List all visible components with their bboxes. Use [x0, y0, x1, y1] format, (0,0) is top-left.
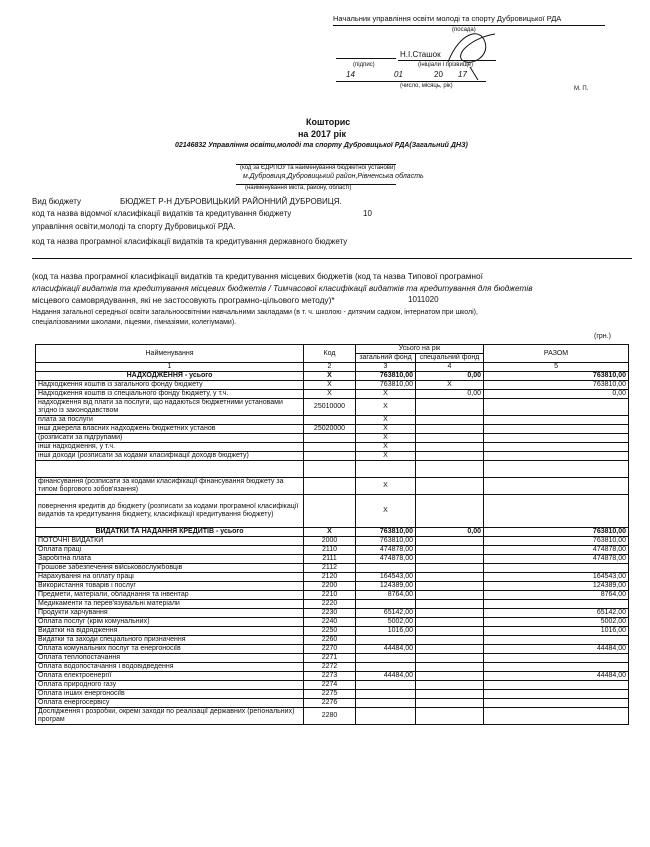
- header-name: Найменування: [36, 345, 304, 363]
- row-total-cell: 164543,00: [484, 573, 629, 582]
- row-name-cell: надходження від плати за послуги, що надаються бюджетними установами згідно із законодавством: [36, 399, 304, 416]
- budget-type-label: Вид бюджету: [32, 197, 82, 206]
- row-special-fund-cell: [416, 564, 484, 573]
- row-code-cell: 2220: [304, 600, 356, 609]
- row-total-cell: [484, 443, 629, 452]
- table-row: [36, 416, 629, 425]
- row-special-fund-cell: [416, 555, 484, 564]
- row-total-cell: [484, 564, 629, 573]
- row-code-cell: 2112: [304, 564, 356, 573]
- row-special-fund-cell: [416, 537, 484, 546]
- row-name-cell: Грошове забезпечення військовослужбовців: [36, 564, 304, 573]
- stamp-place-mark: М. П.: [574, 86, 589, 92]
- table-row: [36, 636, 629, 645]
- row-name-cell: Оплата електроенергії: [36, 672, 304, 681]
- row-code-cell: 2276: [304, 699, 356, 708]
- table-row: [36, 399, 629, 416]
- table-row: [36, 461, 629, 478]
- table-row: [36, 573, 629, 582]
- row-special-fund-cell: [416, 495, 484, 528]
- table-row: [36, 546, 629, 555]
- header-year-total: Усього на рік: [356, 345, 484, 354]
- row-name-cell: (розписати за підгрупами): [36, 434, 304, 443]
- row-code-cell: 2280: [304, 708, 356, 725]
- row-general-fund-cell: [356, 708, 416, 725]
- row-special-fund-cell: [416, 582, 484, 591]
- row-general-fund-cell: 164543,00: [356, 573, 416, 582]
- table-row: [36, 495, 629, 528]
- table-row: [36, 699, 629, 708]
- row-special-fund-cell: [416, 546, 484, 555]
- row-code-cell: 2120: [304, 573, 356, 582]
- table-row: [36, 600, 629, 609]
- row-name-cell: Оплата праці: [36, 546, 304, 555]
- row-code-cell: [304, 416, 356, 425]
- row-name-cell: Оплата природного газу: [36, 681, 304, 690]
- table-row: [36, 645, 629, 654]
- program-label: код та назва програмної класифікації видатків та кредитування державного бюджету: [32, 237, 348, 246]
- row-code-cell: 2110: [304, 546, 356, 555]
- row-total-cell: [484, 416, 629, 425]
- row-total-cell: [484, 681, 629, 690]
- row-special-fund-cell: [416, 690, 484, 699]
- signature-caption: (підпис): [353, 62, 375, 68]
- budget-type-value: БЮДЖЕТ Р-Н ДУБРОВИЦЬКИЙ РАЙОННИЙ ДУБРОВИЦЯ.: [120, 197, 342, 206]
- row-general-fund-cell: 763810,00: [356, 528, 416, 537]
- row-code-cell: X: [304, 372, 356, 381]
- row-code-cell: X: [304, 390, 356, 399]
- header-code: Код: [304, 345, 356, 363]
- row-special-fund-cell: [416, 654, 484, 663]
- row-total-cell: [484, 478, 629, 495]
- col-number: 3: [356, 363, 416, 372]
- row-total-cell: [484, 690, 629, 699]
- row-code-cell: [304, 434, 356, 443]
- row-general-fund-cell: X: [356, 434, 416, 443]
- row-general-fund-cell: 763810,00: [356, 537, 416, 546]
- row-special-fund-cell: [416, 708, 484, 725]
- approver-name-caption: (ініціали і прізвище): [418, 62, 474, 68]
- row-special-fund-cell: [416, 636, 484, 645]
- row-total-cell: 1016,00: [484, 627, 629, 636]
- row-general-fund-cell: X: [356, 416, 416, 425]
- local-program-line-2: класифікації видатків та кредитування місцевих бюджетів / Тимчасової класифікації видатків та кредитування для бюджетів: [32, 283, 533, 293]
- row-total-cell: [484, 495, 629, 528]
- row-name-cell: Дослідження і розробки, окремі заходи по реалізації державних (регіональних) програм: [36, 708, 304, 725]
- row-total-cell: [484, 434, 629, 443]
- row-total-cell: [484, 452, 629, 461]
- organization-code-line: 02146832 Управління освіти,молоді та спорту Дубровицької РДА(Загальний ДНЗ): [175, 142, 468, 149]
- local-program-code: 1011020: [408, 295, 439, 304]
- approver-name-underline: [398, 60, 496, 61]
- col-number: 2: [304, 363, 356, 372]
- row-special-fund-cell: 0,00: [416, 390, 484, 399]
- row-special-fund-cell: [416, 672, 484, 681]
- row-total-cell: [484, 600, 629, 609]
- row-general-fund-cell: X: [356, 399, 416, 416]
- row-code-cell: 2240: [304, 618, 356, 627]
- row-special-fund-cell: [416, 425, 484, 434]
- row-name-cell: НАДХОДЖЕННЯ - усього: [36, 372, 304, 381]
- row-general-fund-cell: 44484,00: [356, 645, 416, 654]
- approval-date-caption: (число, місяць, рік): [400, 83, 453, 89]
- row-code-cell: 2270: [304, 645, 356, 654]
- table-row: [36, 381, 629, 390]
- row-total-cell: 763810,00: [484, 528, 629, 537]
- row-code-cell: 2260: [304, 636, 356, 645]
- row-special-fund-cell: 0,00: [416, 528, 484, 537]
- row-special-fund-cell: [416, 609, 484, 618]
- row-special-fund-cell: [416, 663, 484, 672]
- row-name-cell: Нарахування на оплату праці: [36, 573, 304, 582]
- budget-table: [35, 344, 629, 725]
- purpose-line-1: Надання загальної середньої освіти загальноосвітніми навчальними закладами (в т. ч. школою - дитячим садком, інтернатом при школі),: [32, 309, 478, 316]
- table-row: [36, 555, 629, 564]
- row-code-cell: [304, 443, 356, 452]
- row-name-cell: Використання товарів і послуг: [36, 582, 304, 591]
- row-special-fund-cell: [416, 399, 484, 416]
- row-special-fund-cell: [416, 645, 484, 654]
- row-code-cell: [304, 495, 356, 528]
- signature-line: [336, 58, 396, 59]
- table-row: [36, 372, 629, 381]
- location-line: м.Дубровиця,Дубровицький район,Рівненська область: [243, 173, 424, 180]
- approval-date-year-suffix: 17: [458, 70, 467, 79]
- row-general-fund-cell: [356, 636, 416, 645]
- row-general-fund-cell: X: [356, 443, 416, 452]
- row-special-fund-cell: [416, 452, 484, 461]
- table-row: [36, 654, 629, 663]
- row-special-fund-cell: [416, 681, 484, 690]
- dept-code-label: код та назва відомчої класифікації видатків та кредитування бюджету: [32, 209, 292, 218]
- row-code-cell: 25010000: [304, 399, 356, 416]
- purpose-line-2: спеціалізованими школами, ліцеями, гімназіями, колегіумами).: [32, 319, 237, 326]
- document-year: на 2017 рік: [298, 129, 346, 139]
- table-row: [36, 591, 629, 600]
- table-row: [36, 425, 629, 434]
- header-general-fund: загальний фонд: [356, 354, 416, 363]
- row-total-cell: 474878,00: [484, 555, 629, 564]
- table-row: [36, 434, 629, 443]
- row-name-cell: Заробітна плата: [36, 555, 304, 564]
- table-row: [36, 443, 629, 452]
- row-general-fund-cell: [356, 654, 416, 663]
- row-code-cell: X: [304, 528, 356, 537]
- row-total-cell: 0,00: [484, 390, 629, 399]
- row-name-cell: [36, 461, 304, 478]
- table-row: [36, 564, 629, 573]
- row-total-cell: [484, 461, 629, 478]
- dept-code-value: 10: [363, 209, 372, 218]
- row-general-fund-cell: 5002,00: [356, 618, 416, 627]
- row-total-cell: 474878,00: [484, 546, 629, 555]
- approval-date-day: 14: [346, 70, 355, 79]
- row-total-cell: 44484,00: [484, 645, 629, 654]
- document-title: Кошторис: [306, 117, 351, 127]
- row-name-cell: Оплата теплопостачання: [36, 654, 304, 663]
- row-code-cell: 2200: [304, 582, 356, 591]
- row-general-fund-cell: X: [356, 425, 416, 434]
- row-general-fund-cell: [356, 564, 416, 573]
- row-code-cell: 2230: [304, 609, 356, 618]
- row-general-fund-cell: [356, 699, 416, 708]
- row-name-cell: інші надходження, у т.ч.: [36, 443, 304, 452]
- row-general-fund-cell: 1016,00: [356, 627, 416, 636]
- table-row: [36, 452, 629, 461]
- row-special-fund-cell: 0,00: [416, 372, 484, 381]
- row-total-cell: [484, 636, 629, 645]
- row-name-cell: Оплата енергосервісу: [36, 699, 304, 708]
- row-name-cell: інші доходи (розписати за кодами класифікації доходів бюджету): [36, 452, 304, 461]
- approver-name: Н.І.Сташок: [400, 50, 441, 59]
- row-code-cell: 2000: [304, 537, 356, 546]
- row-total-cell: [484, 708, 629, 725]
- row-code-cell: 2274: [304, 681, 356, 690]
- row-general-fund-cell: 763810,00: [356, 372, 416, 381]
- local-program-line-3: місцевого самоврядування, які не застосовують програмно-цільового методу)*: [32, 295, 335, 305]
- location-caption: (найменування міста, району, області): [245, 185, 352, 191]
- row-name-cell: ПОТОЧНІ ВИДАТКИ: [36, 537, 304, 546]
- row-general-fund-cell: X: [356, 390, 416, 399]
- row-general-fund-cell: 474878,00: [356, 546, 416, 555]
- row-total-cell: [484, 425, 629, 434]
- header-special-fund: спеціальний фонд: [416, 354, 484, 363]
- row-total-cell: 763810,00: [484, 537, 629, 546]
- row-total-cell: [484, 663, 629, 672]
- row-code-cell: 2271: [304, 654, 356, 663]
- table-row: [36, 690, 629, 699]
- row-general-fund-cell: [356, 461, 416, 478]
- organization-caption: (код за ЄДРПОУ та найменування бюджетної установи): [240, 165, 396, 171]
- signature-mark: [440, 22, 510, 82]
- row-code-cell: [304, 478, 356, 495]
- row-general-fund-cell: 474878,00: [356, 555, 416, 564]
- row-general-fund-cell: 65142,00: [356, 609, 416, 618]
- row-special-fund-cell: [416, 591, 484, 600]
- row-name-cell: плата за послуги: [36, 416, 304, 425]
- col-number: 4: [416, 363, 484, 372]
- row-name-cell: Оплата водопостачання і водовідведення: [36, 663, 304, 672]
- row-general-fund-cell: 44484,00: [356, 672, 416, 681]
- row-code-cell: 25020000: [304, 425, 356, 434]
- row-general-fund-cell: X: [356, 478, 416, 495]
- row-special-fund-cell: [416, 627, 484, 636]
- row-general-fund-cell: 124389,00: [356, 582, 416, 591]
- row-code-cell: 2111: [304, 555, 356, 564]
- approval-header-line: Начальник управління освіти молоді та спорту Дубровицької РДА: [333, 14, 562, 23]
- row-code-cell: 2273: [304, 672, 356, 681]
- dept-name: управління освіти,молоді та спорту Дубровицької РДА.: [32, 222, 236, 231]
- approval-date-month: 01: [394, 70, 403, 79]
- row-total-cell: 8764,00: [484, 591, 629, 600]
- table-row: [36, 663, 629, 672]
- program-underline: [32, 258, 632, 259]
- row-name-cell: Предмети, матеріали, обладнання та інвентар: [36, 591, 304, 600]
- table-row: [36, 478, 629, 495]
- row-general-fund-cell: [356, 681, 416, 690]
- row-general-fund-cell: [356, 600, 416, 609]
- row-special-fund-cell: [416, 443, 484, 452]
- row-special-fund-cell: X: [416, 381, 484, 390]
- row-general-fund-cell: 763810,00: [356, 381, 416, 390]
- row-code-cell: 2210: [304, 591, 356, 600]
- row-total-cell: [484, 399, 629, 416]
- row-name-cell: Видатки на відрядження: [36, 627, 304, 636]
- table-row: [36, 627, 629, 636]
- table-row: [36, 528, 629, 537]
- row-name-cell: Надходження коштів із спеціального фонду бюджету, у т.ч.: [36, 390, 304, 399]
- row-total-cell: [484, 699, 629, 708]
- row-special-fund-cell: [416, 478, 484, 495]
- table-row: [36, 672, 629, 681]
- table-row: [36, 618, 629, 627]
- header-total: РАЗОМ: [484, 345, 629, 363]
- row-code-cell: 2275: [304, 690, 356, 699]
- row-name-cell: Оплата комунальних послуг та енергоносіїв: [36, 645, 304, 654]
- row-code-cell: 2250: [304, 627, 356, 636]
- row-name-cell: фінансування (розписати за кодами класифікації фінансування бюджету за типом боргового зобов'язання): [36, 478, 304, 495]
- table-row: [36, 390, 629, 399]
- approval-date-year-prefix: 20: [434, 70, 443, 79]
- local-program-line-1: (код та назва програмної класифікації видатків та кредитування місцевих бюджетів (код та назва Типової програмної: [32, 271, 483, 281]
- col-number: 1: [36, 363, 304, 372]
- row-total-cell: 44484,00: [484, 672, 629, 681]
- table-row: [36, 708, 629, 725]
- row-special-fund-cell: [416, 573, 484, 582]
- row-special-fund-cell: [416, 600, 484, 609]
- approval-header-caption: (посада): [452, 27, 476, 33]
- row-name-cell: ВИДАТКИ ТА НАДАННЯ КРЕДИТІВ - усього: [36, 528, 304, 537]
- row-name-cell: Медикаменти та перев'язувальні матеріали: [36, 600, 304, 609]
- row-special-fund-cell: [416, 416, 484, 425]
- row-special-fund-cell: [416, 434, 484, 443]
- row-code-cell: X: [304, 381, 356, 390]
- table-row: [36, 537, 629, 546]
- row-code-cell: [304, 461, 356, 478]
- row-total-cell: 124389,00: [484, 582, 629, 591]
- row-name-cell: інші джерела власних надходжень бюджетних установ: [36, 425, 304, 434]
- row-total-cell: 5002,00: [484, 618, 629, 627]
- table-row: [36, 681, 629, 690]
- row-general-fund-cell: X: [356, 495, 416, 528]
- row-special-fund-cell: [416, 461, 484, 478]
- row-total-cell: 763810,00: [484, 381, 629, 390]
- units-label: (грн.): [594, 333, 611, 340]
- row-general-fund-cell: X: [356, 452, 416, 461]
- row-general-fund-cell: [356, 690, 416, 699]
- row-name-cell: Оплата інших енергоносіїв: [36, 690, 304, 699]
- row-name-cell: Надходження коштів із загального фонду бюджету: [36, 381, 304, 390]
- row-name-cell: Оплата послуг (крім комунальних): [36, 618, 304, 627]
- row-code-cell: [304, 452, 356, 461]
- table-row: [36, 609, 629, 618]
- table-row: [36, 582, 629, 591]
- row-total-cell: 763810,00: [484, 372, 629, 381]
- row-name-cell: Видатки та заходи спеціального призначення: [36, 636, 304, 645]
- row-special-fund-cell: [416, 699, 484, 708]
- row-total-cell: [484, 654, 629, 663]
- approval-date-underline: [336, 81, 486, 82]
- row-special-fund-cell: [416, 618, 484, 627]
- row-name-cell: повернення кредитів до бюджету (розписати за кодами програмної класифікації видатків та кредитування бюджету, класифікації кредитування бюджету): [36, 495, 304, 528]
- row-general-fund-cell: [356, 663, 416, 672]
- row-name-cell: Продукти харчування: [36, 609, 304, 618]
- row-general-fund-cell: 8764,00: [356, 591, 416, 600]
- col-number: 5: [484, 363, 629, 372]
- row-code-cell: 2272: [304, 663, 356, 672]
- row-total-cell: 65142,00: [484, 609, 629, 618]
